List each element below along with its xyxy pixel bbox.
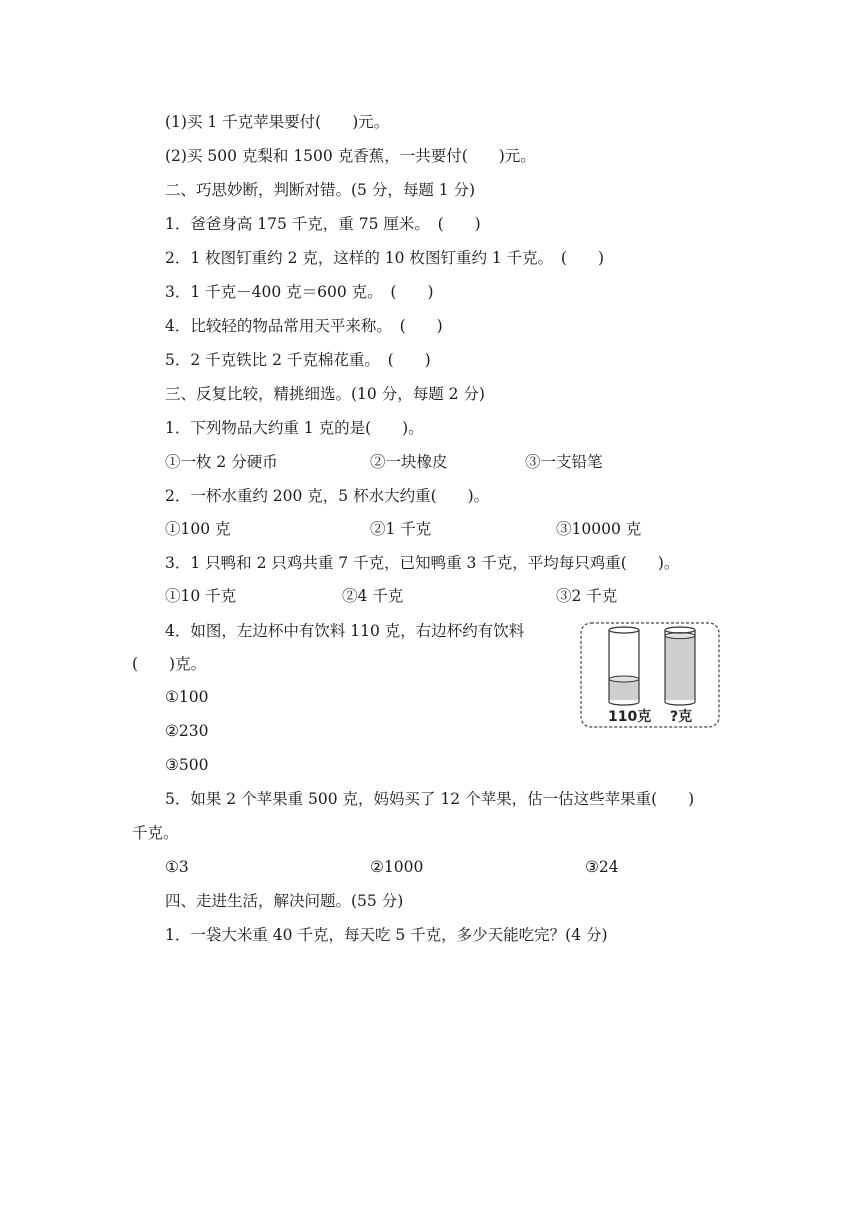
left-cup-rim: [609, 627, 639, 633]
right-cup: [665, 627, 695, 705]
choice-3-option-a: ①10 千克: [165, 587, 237, 605]
choice-1-option-b: ②一块橡皮: [370, 453, 448, 471]
judge-item-5: 5．2 千克铁比 2 千克棉花重。 ( ): [165, 351, 431, 369]
right-cup-liquid: [665, 636, 695, 700]
problem-question-1: 1．一袋大米重 40 千克，每天吃 5 千克，多少天能吃完？(4 分): [165, 926, 608, 944]
choice-5-option-c: ③24: [585, 858, 619, 876]
choice-4-option-a: ①100: [165, 688, 209, 706]
choice-2-option-b: ②1 千克: [370, 520, 432, 538]
section-3-title: 三、反复比较，精挑细选。(10 分，每题 2 分): [165, 385, 485, 403]
choice-4-option-b: ②230: [165, 722, 209, 740]
choice-question-2: 2．一杯水重约 200 克，5 杯水大约重( )。: [165, 487, 490, 505]
question-1-2: (2)买 500 克梨和 1500 克香蕉，一共要付( )元。: [165, 147, 536, 165]
choice-question-3: 3．1 只鸭和 2 只鸡共重 7 千克，已知鸭重 3 千克，平均每只鸡重( )。: [165, 554, 680, 572]
judge-item-1: 1．爸爸身高 175 千克，重 75 厘米。 ( ): [165, 215, 481, 233]
choice-5-option-a: ①3: [165, 858, 189, 876]
choice-question-4-line1: 4．如图，左边杯中有饮料 110 克，右边杯约有饮料: [165, 622, 525, 640]
choice-2-option-a: ①100 克: [165, 520, 231, 538]
choice-1-option-c: ③一支铅笔: [525, 453, 603, 471]
section-4-title: 四、走进生活，解决问题。(55 分): [165, 892, 404, 910]
choice-5-option-b: ②1000: [370, 858, 424, 876]
section-2-title: 二、巧思妙断，判断对错。(5 分，每题 1 分): [165, 181, 476, 199]
right-cup-label: ?克: [670, 709, 693, 725]
choice-question-5-line2: 千克。: [132, 824, 179, 842]
choice-question-5-line1: 5．如果 2 个苹果重 500 克，妈妈买了 12 个苹果，估一估这些苹果重( ): [165, 790, 695, 808]
choice-3-option-b: ②4 千克: [342, 587, 404, 605]
question-1-1: (1)买 1 千克苹果要付( )元。: [165, 113, 390, 131]
choice-1-option-a: ①一枚 2 分硬币: [165, 453, 278, 471]
judge-item-3: 3．1 千克－400 克＝600 克。 ( ): [165, 283, 434, 301]
choice-question-1: 1．下列物品大约重 1 克的是( )。: [165, 419, 424, 437]
cups-figure: [580, 622, 720, 728]
left-cup-liquid-surface: [609, 676, 639, 682]
choice-3-option-c: ③2 千克: [556, 587, 618, 605]
choice-4-option-c: ③500: [165, 756, 209, 774]
choice-2-option-c: ③10000 克: [556, 520, 642, 538]
left-cup: [609, 627, 639, 705]
right-cup-rim: [665, 627, 695, 633]
left-cup-label: 110克: [608, 709, 652, 725]
judge-item-4: 4．比较轻的物品常用天平来称。 ( ): [165, 317, 443, 335]
judge-item-2: 2．1 枚图钉重约 2 克，这样的 10 枚图钉重约 1 千克。 ( ): [165, 249, 605, 267]
choice-question-4-line2: ( )克。: [132, 655, 207, 673]
